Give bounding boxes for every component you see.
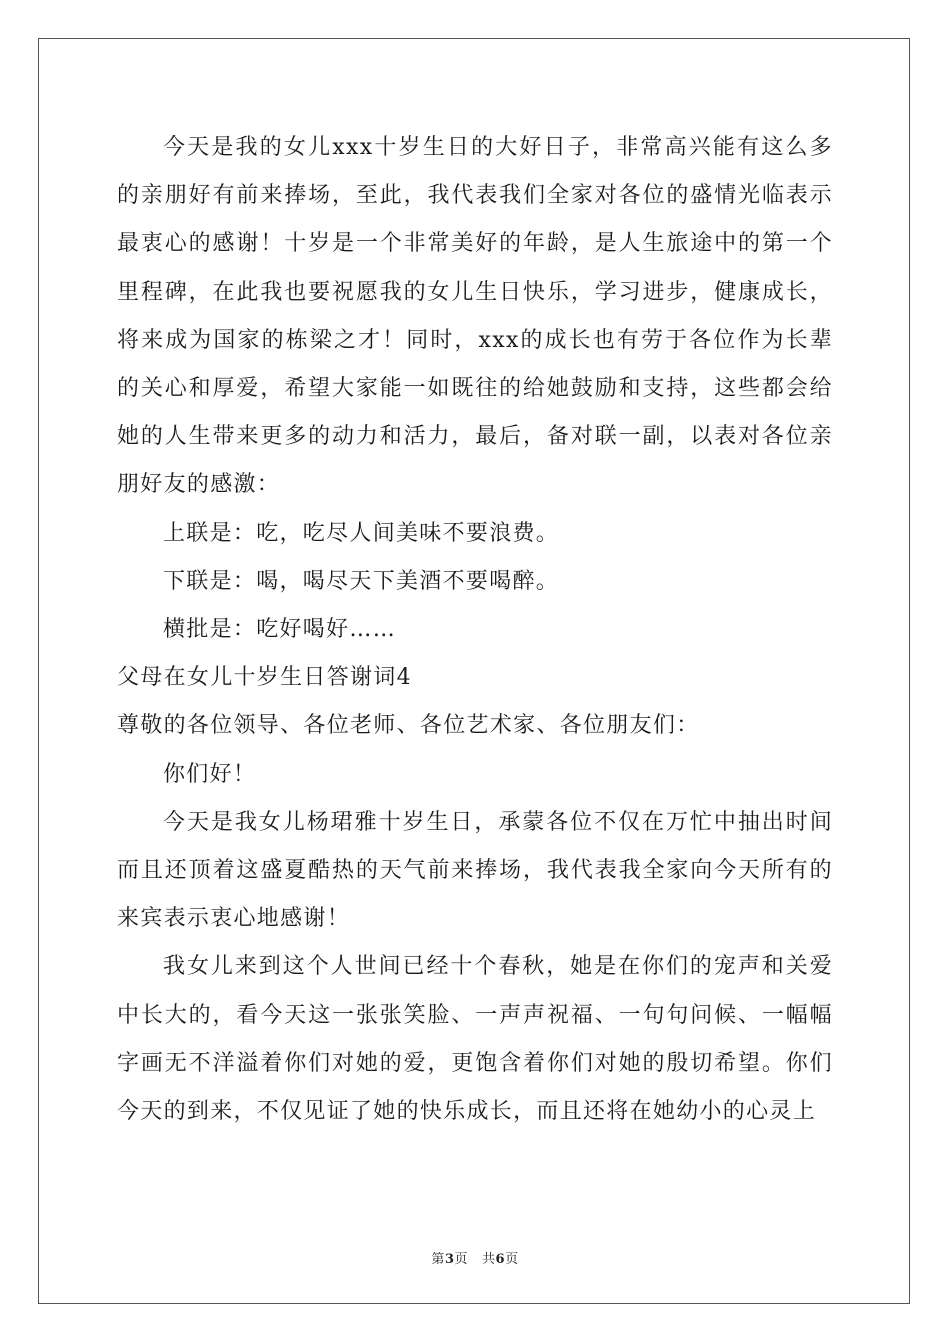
paragraph-couplet-horizontal: 横批是：吃好喝好…… — [163, 617, 397, 643]
paragraph-couplet-upper: 上联是：吃，吃尽人间美味不要浪费。 — [163, 520, 560, 546]
page-number: 第3页 — [431, 1252, 468, 1267]
paragraph-couplet-lower: 下联是：喝，喝尽天下美酒不要喝醉。 — [163, 568, 560, 594]
greeting: 你们好！ — [163, 761, 257, 787]
page-total: 共6页 — [482, 1252, 519, 1267]
page-footer — [0, 1248, 950, 1267]
paragraph-speech-3: 我女儿来到这个人世间已经十个春秋，她是在你们的宠声和关爱中长大的，看今天这一张张笑脸、一声声祝福、一句句问候、一幅幅字画无不洋溢着你们对她的爱，更饱含着你们对她的殷切希望。你们今天的到来，不仅见证了她的快乐成长，而且还将在她幼小的心灵上 — [117, 954, 833, 1125]
paragraph-speech-1: 今天是我的女儿xxx十岁生日的大好日子，非常高兴能有这么多的亲朋好有前来捧场，至此，我代表我们全家对各位的盛情光临表示最衷心的感谢！十岁是一个非常美好的年龄，是人生旅途中的第一个里程碑，在此我也要祝愿我的女儿生日快乐，学习进步，健康成长，将来成为国家的栋梁之才！同时，xxx的成长也有劳于各位作为长辈的关心和厚爱，希望大家能一如既往的给她鼓励和支持，这些都会给她的人生带来更多的动力和活力，最后，备对联一副，以表对各位亲朋好友的感激： — [117, 135, 833, 498]
section-heading: 父母在女儿十岁生日答谢词4 — [117, 665, 412, 691]
salutation: 尊敬的各位领导、各位老师、各位艺术家、各位朋友们： — [117, 713, 700, 739]
paragraph-speech-2: 今天是我女儿杨珺雅十岁生日，承蒙各位不仅在万忙中抽出时间而且还顶着这盛夏酷热的天气前来捧场，我代表我全家向今天所有的来宾表示衷心地感谢！ — [117, 809, 833, 932]
document-body — [117, 124, 833, 1136]
